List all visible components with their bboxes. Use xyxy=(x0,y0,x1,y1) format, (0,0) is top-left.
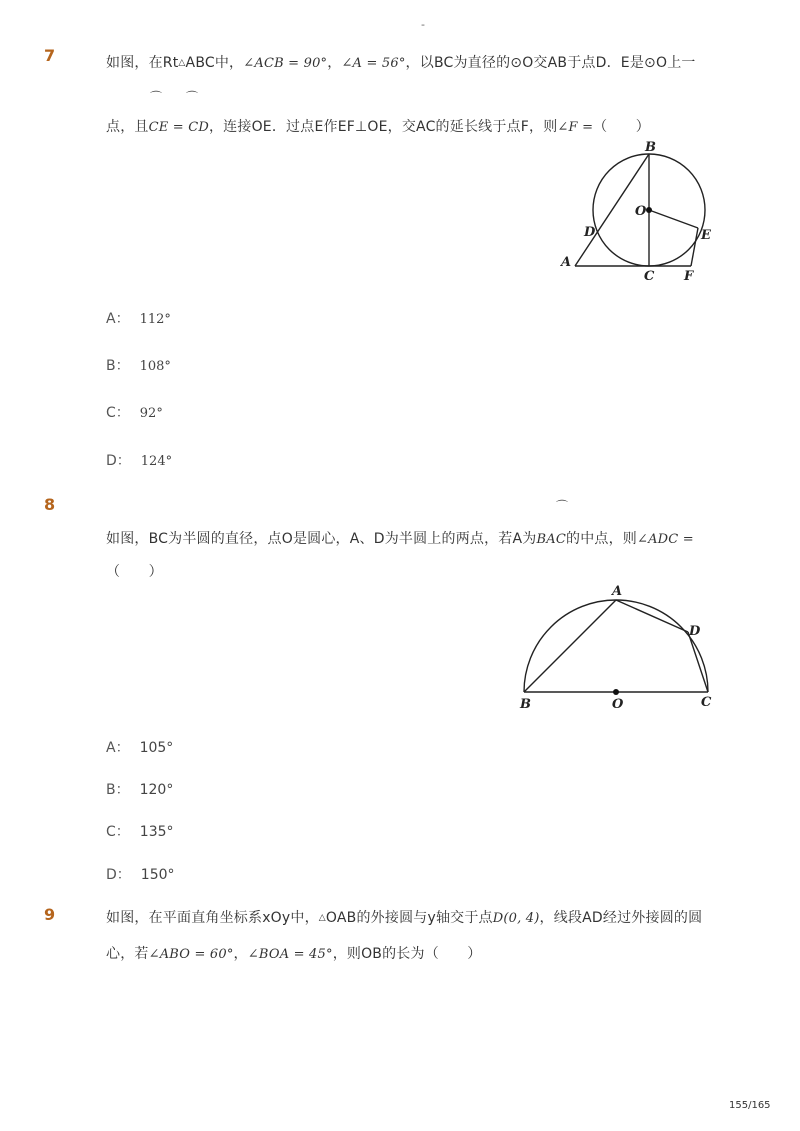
label-d: D xyxy=(689,624,701,639)
chord-ad xyxy=(616,600,688,632)
q8-line-2: （ ） xyxy=(106,564,163,580)
q9-text: ，则OB的长为（ ） xyxy=(332,946,482,962)
arc-mark-ce: ⌒ xyxy=(150,90,163,104)
triangle-symbol: △ xyxy=(178,58,186,68)
q7-text: ，连接OE．过点E作EF⊥OE，交AC的延长线于点F，则 xyxy=(208,119,558,135)
label-c: C xyxy=(644,269,655,284)
option-value: 108° xyxy=(139,359,171,374)
option-letter: D： xyxy=(106,453,131,469)
option-value: 112° xyxy=(139,312,171,327)
option-letter: D： xyxy=(106,867,131,883)
q9-text: OAB的外接圆与y轴交于点 xyxy=(325,910,493,926)
option-letter: A： xyxy=(106,311,130,327)
label-c: C xyxy=(701,695,712,710)
option-value: 120° xyxy=(139,782,174,798)
q7-math-angle-f: ∠F = xyxy=(557,120,594,135)
q7-math-angle-acb: ∠ACB = 90° xyxy=(243,56,328,71)
triangle-symbol: △ xyxy=(318,913,326,923)
question-number-9: 9 xyxy=(44,905,56,924)
q8-option-d[interactable] xyxy=(106,864,175,884)
center-dot xyxy=(613,689,619,695)
label-b: B xyxy=(645,140,656,155)
option-letter: B： xyxy=(106,782,130,798)
q7-option-c[interactable] xyxy=(106,402,163,422)
q7-text: ， xyxy=(327,55,342,71)
q8-line-1 xyxy=(106,528,694,548)
q9-math-point-d: D(0, 4) xyxy=(492,911,540,926)
option-letter: B： xyxy=(106,358,130,374)
label-f: F xyxy=(684,269,694,284)
q8-text: 的中点，则 xyxy=(566,531,637,547)
arc-mark-cd: ⌒ xyxy=(186,90,199,104)
q7-math-angle-a: ∠A = 56° xyxy=(341,56,406,71)
q7-figure xyxy=(555,138,725,286)
q7-line-2 xyxy=(106,116,650,136)
semicircle xyxy=(524,600,708,692)
q7-line-1 xyxy=(106,52,696,72)
page-number: 155/165 xyxy=(729,1100,771,1111)
label-d: D xyxy=(584,225,596,240)
question-number-7: 7 xyxy=(44,46,56,65)
q8-math-arc-bac: BAC xyxy=(536,532,566,547)
q7-option-d[interactable] xyxy=(106,450,172,470)
q7-text: ，以BC为直径的⊙O交AB于点D．E是⊙O上一 xyxy=(405,55,696,71)
arc-mark-bac: ⌒ xyxy=(556,499,569,513)
q7-option-b[interactable] xyxy=(106,355,171,375)
label-e: E xyxy=(701,228,711,243)
chord-ba xyxy=(524,600,616,692)
option-value: 92° xyxy=(139,406,163,421)
label-a: A xyxy=(612,584,623,599)
q9-text: 心，若 xyxy=(106,946,149,962)
q9-text: 如图，在平面直角坐标系xOy中， xyxy=(106,910,319,926)
option-letter: C： xyxy=(106,824,130,840)
q8-math-angle-adc: ∠ADC = xyxy=(637,532,694,547)
q8-text: 如图，BC为半圆的直径，点O是圆心，A、D为半圆上的两点，若A为 xyxy=(106,531,537,547)
q9-line-1 xyxy=(106,907,702,927)
q7-option-a[interactable] xyxy=(106,308,171,328)
q9-text: ， xyxy=(233,946,248,962)
option-value: 124° xyxy=(140,454,173,469)
option-value: 135° xyxy=(139,824,174,840)
option-value: 150° xyxy=(140,867,175,883)
question-number-8: 8 xyxy=(44,495,56,514)
option-value: 105° xyxy=(139,740,174,756)
q9-math-angle-abo: ∠ABO = 60° xyxy=(148,947,234,962)
segment-ef xyxy=(691,228,698,266)
q8-option-a[interactable] xyxy=(106,737,173,757)
q7-text: 点，且 xyxy=(106,119,149,135)
chord-dc xyxy=(688,632,708,692)
q9-math-angle-boa: ∠BOA = 45° xyxy=(247,947,333,962)
q7-text: ABC中， xyxy=(185,55,244,71)
label-a: A xyxy=(561,255,572,270)
option-letter: C： xyxy=(106,405,130,421)
center-dot xyxy=(646,207,652,213)
segment-oe xyxy=(649,210,698,228)
q7-math-ce-cd: CE = CD xyxy=(148,120,209,135)
label-b: B xyxy=(520,697,531,712)
q7-text: （ ） xyxy=(593,119,650,135)
q8-option-b[interactable] xyxy=(106,779,173,799)
label-o: O xyxy=(635,204,647,219)
q8-figure xyxy=(512,582,722,714)
label-o: O xyxy=(612,697,624,712)
q8-option-c[interactable] xyxy=(106,821,174,841)
header-mark: - xyxy=(421,18,425,31)
q9-text: ，线段AD经过外接圆的圆 xyxy=(539,910,703,926)
option-letter: A： xyxy=(106,740,130,756)
q9-line-2 xyxy=(106,943,482,963)
q7-text: 如图，在Rt xyxy=(106,55,179,71)
